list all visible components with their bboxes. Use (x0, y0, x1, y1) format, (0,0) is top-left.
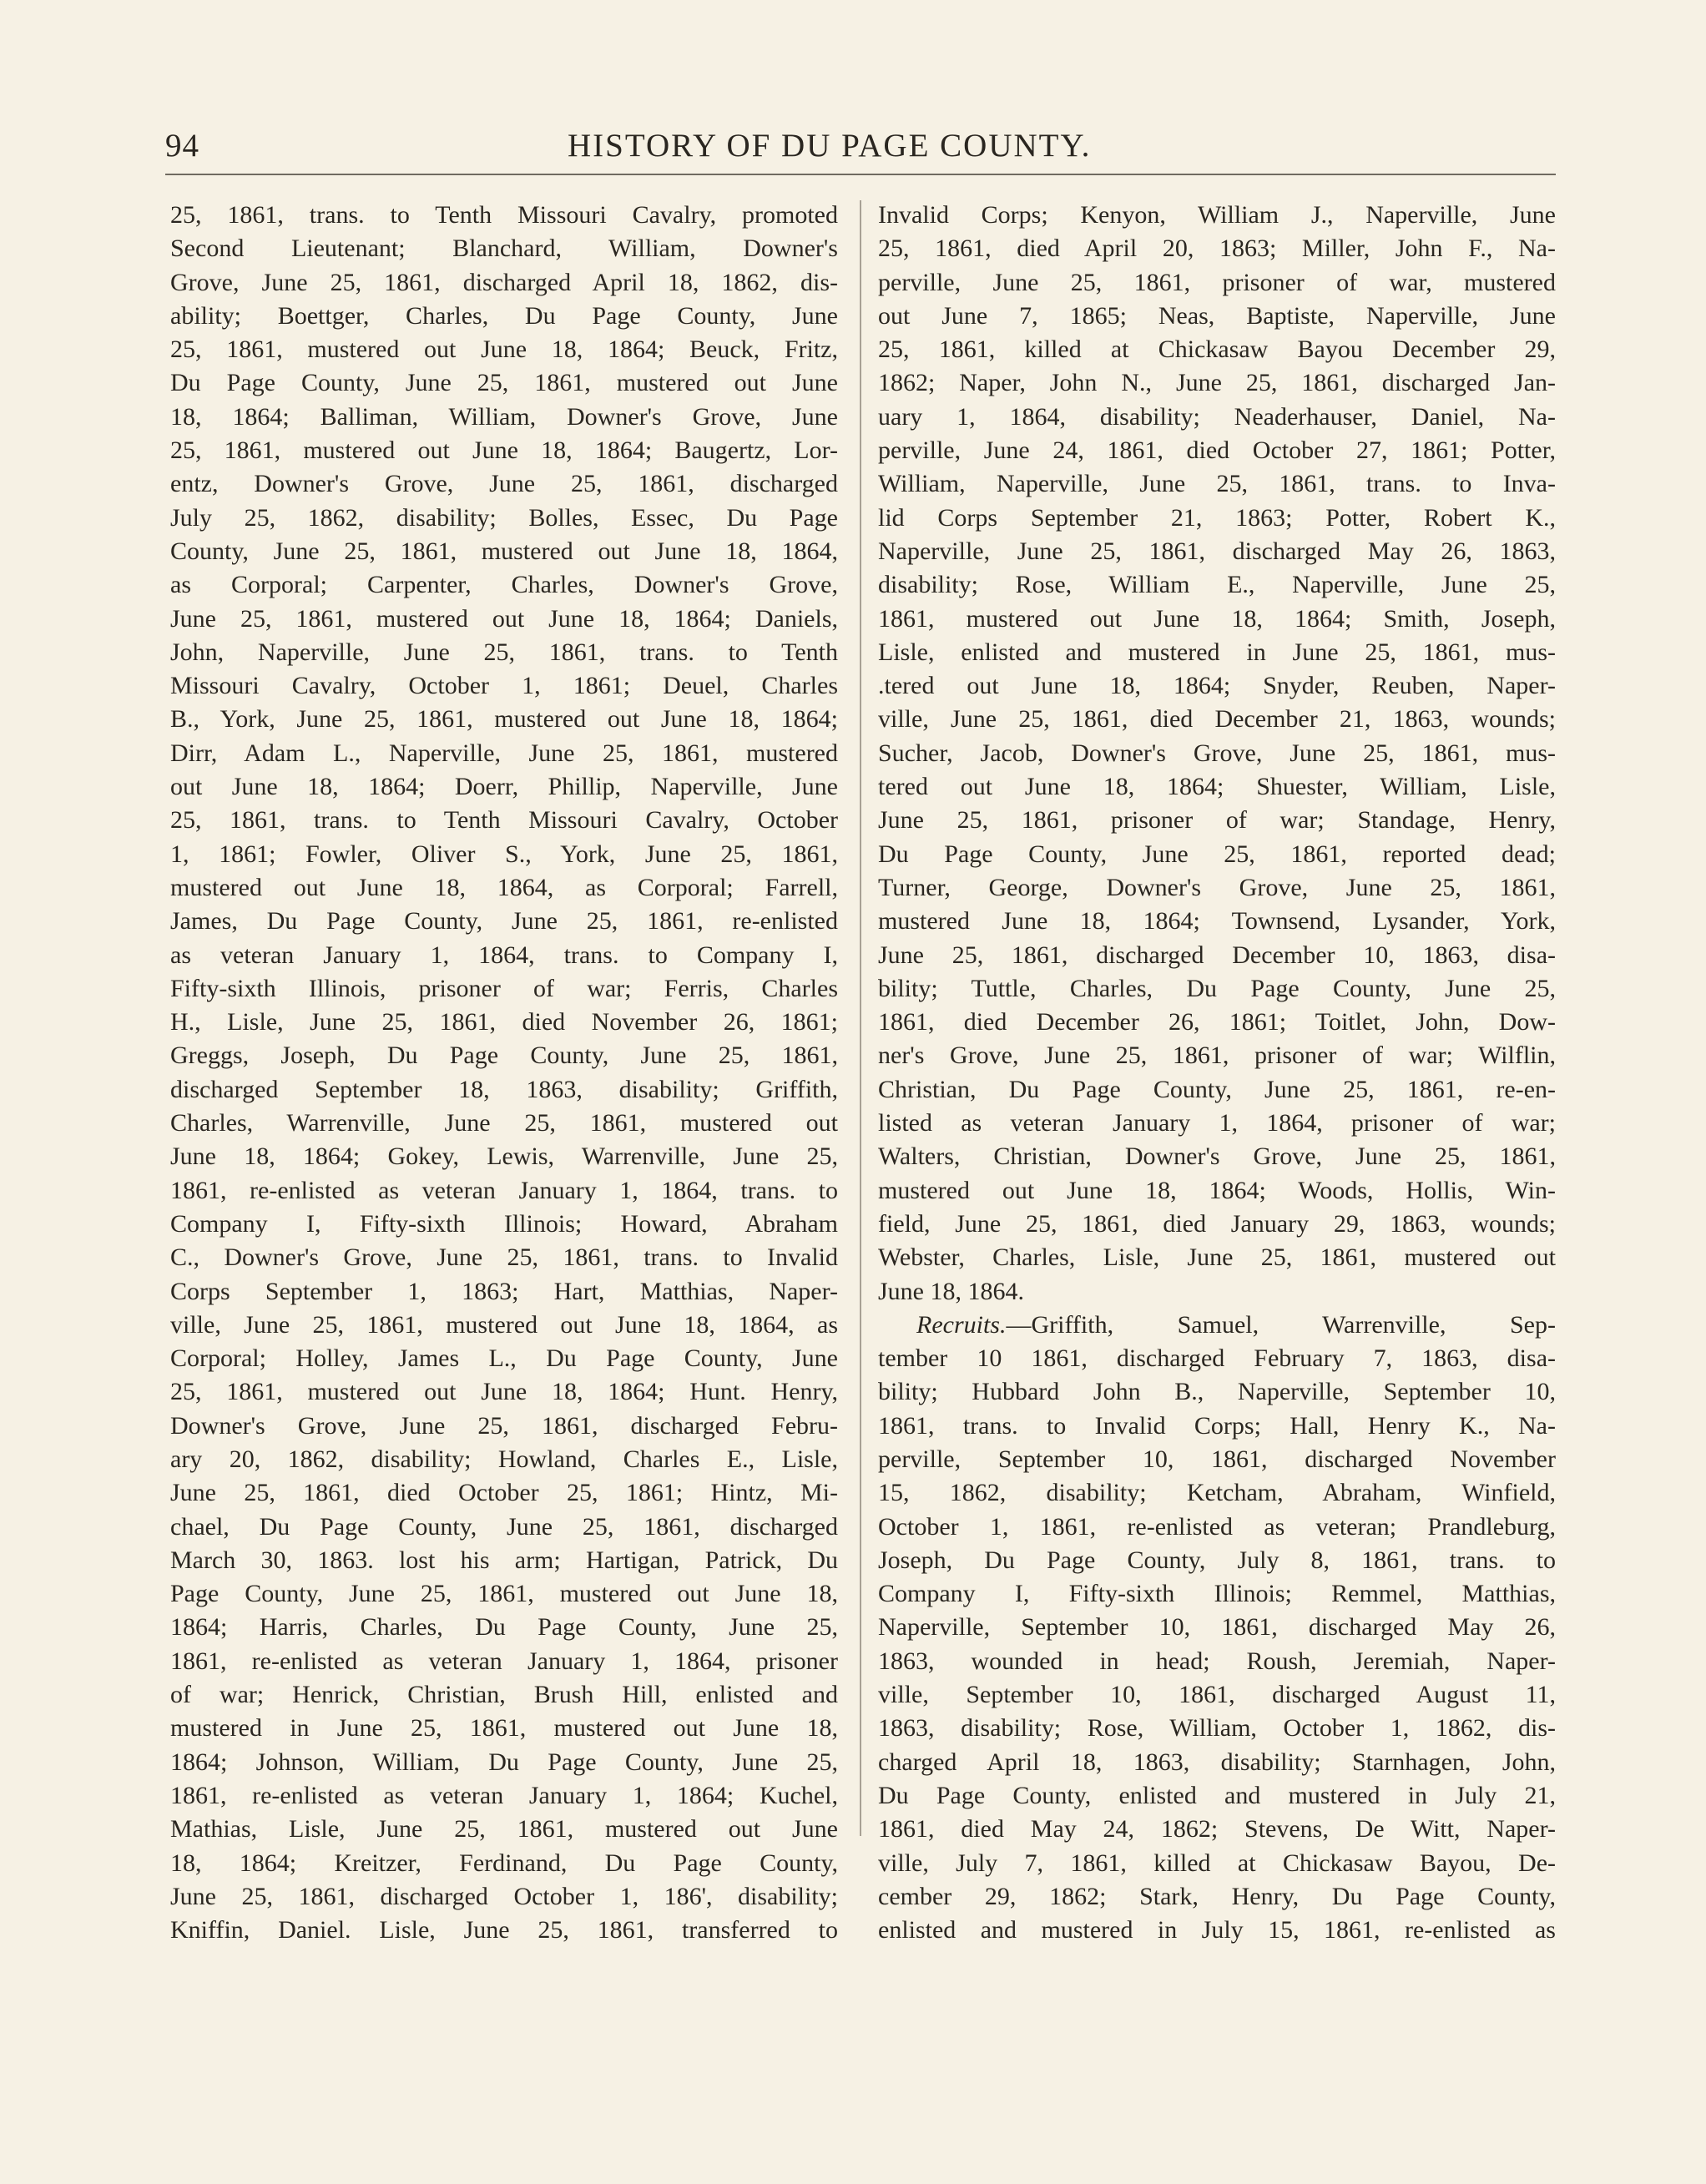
text-line: of war; Henrick, Christian, Brush Hill, enlisted and (170, 1681, 838, 1709)
text-line: B., York, June 25, 1861, mustered out June 18, 1864; (170, 705, 838, 734)
text-line: tered out June 18, 1864; Shuester, William, Lisle, (878, 773, 1556, 801)
text-line: perville, September 10, 1861, discharged November (878, 1445, 1556, 1473)
text-line: 1861, died May 24, 1862; Stevens, De Witt, Naper- (878, 1815, 1556, 1844)
text-line: 1864; Harris, Charles, Du Page County, June 25, (170, 1613, 838, 1642)
column-divider (860, 200, 861, 1836)
text-line: 25, 1861, died April 20, 1863; Miller, John F., Na- (878, 235, 1556, 263)
text-line: discharged September 18, 1863, disability; Griffith, (170, 1075, 838, 1103)
text-line: Fifty-sixth Illinois, prisoner of war; Ferris, Charles (170, 974, 838, 1002)
text-line: 1861, re-enlisted as veteran January 1, 1864, prisoner (170, 1647, 838, 1675)
text-line: uary 1, 1864, disability; Neaderhauser, Daniel, Na- (878, 402, 1556, 431)
text-line: out June 18, 1864; Doerr, Phillip, Naperville, June (170, 773, 838, 801)
text-line: 15, 1862, disability; Ketcham, Abraham, Winfield, (878, 1479, 1556, 1507)
text-line: Invalid Corps; Kenyon, William J., Naperville, June (878, 201, 1556, 229)
text-line: 25, 1861, mustered out June 18, 1864; Baugertz, Lor- (170, 436, 838, 465)
text-line: 1864; Johnson, William, Du Page County, June 25, (170, 1748, 838, 1776)
text-line: Lisle, enlisted and mustered in June 25, 1861, mus- (878, 638, 1556, 666)
text-line: Dirr, Adam L., Naperville, June 25, 1861, mustered (170, 739, 838, 767)
text-line: mustered out June 18, 1864, as Corporal; Farrell, (170, 873, 838, 901)
text-line: Du Page County, June 25, 1861, mustered out June (170, 369, 838, 397)
text-line: Corporal; Holley, James L., Du Page County, June (170, 1344, 838, 1373)
header-rule (165, 174, 1556, 175)
text-line: bility; Hubbard John B., Naperville, September 10, (878, 1378, 1556, 1406)
text-line: Page County, June 25, 1861, mustered out June 18, (170, 1580, 838, 1608)
text-line: Walters, Christian, Downer's Grove, June 25, 1861, (878, 1142, 1556, 1171)
text-line: ville, July 7, 1861, killed at Chickasaw Bayou, De- (878, 1849, 1556, 1877)
text-line: Turner, George, Downer's Grove, June 25, 1861, (878, 873, 1556, 901)
text-line: field, June 25, 1861, died January 29, 1863, wounds; (878, 1209, 1556, 1238)
text-line: entz, Downer's Grove, June 25, 1861, discharged (170, 470, 838, 498)
text-line: cember 29, 1862; Stark, Henry, Du Page County, (878, 1882, 1556, 1910)
text-line: out June 7, 1865; Neas, Baptiste, Naperville, June (878, 301, 1556, 330)
text-line: chael, Du Page County, June 25, 1861, discharged (170, 1512, 838, 1541)
text-line: Second Lieutenant; Blanchard, William, Downer's (170, 235, 838, 263)
text-line: mustered out June 18, 1864; Woods, Hollis, Win- (878, 1176, 1556, 1204)
text-line: 1862; Naper, John N., June 25, 1861, discharged Jan- (878, 369, 1556, 397)
text-line: perville, June 25, 1861, prisoner of war, mustered (878, 268, 1556, 296)
text-line: Naperville, June 25, 1861, discharged May 26, 1863, (878, 537, 1556, 565)
text-line: perville, June 24, 1861, died October 27, 1861; Potter, (878, 436, 1556, 465)
text-line: charged April 18, 1863, disability; Starnhagen, John, (878, 1748, 1556, 1776)
text-line: July 25, 1862, disability; Bolles, Essec, Du Page (170, 503, 838, 532)
text-line: ability; Boettger, Charles, Du Page County, June (170, 301, 838, 330)
recruits-first-line-text: —Griffith, Samuel, Warrenville, Sep- (1006, 1310, 1556, 1339)
text-line: March 30, 1863. lost his arm; Hartigan, Patrick, Du (170, 1546, 838, 1574)
text-line: 25, 1861, trans. to Tenth Missouri Cavalry, October (170, 806, 838, 835)
text-line: lid Corps September 21, 1863; Potter, Robert K., (878, 503, 1556, 532)
text-line: Downer's Grove, June 25, 1861, discharged Febru- (170, 1411, 838, 1440)
text-line: ner's Grove, June 25, 1861, prisoner of war; Wilflin, (878, 1042, 1556, 1070)
text-line: Company I, Fifty-sixth Illinois; Remmel, Matthias, (878, 1580, 1556, 1608)
text-line: June 25, 1861, died October 25, 1861; Hintz, Mi- (170, 1479, 838, 1507)
text-line: 25, 1861, killed at Chickasaw Bayou December 29, (878, 335, 1556, 364)
text-line: Missouri Cavalry, October 1, 1861; Deuel, Charles (170, 672, 838, 700)
recruits-label: Recruits. (916, 1310, 1007, 1339)
text-line: June 25, 1861, prisoner of war; Standage, Henry, (878, 806, 1556, 835)
text-line: H., Lisle, June 25, 1861, died November 26, 1861; (170, 1008, 838, 1037)
text-line: bility; Tuttle, Charles, Du Page County, June 25, (878, 974, 1556, 1002)
recruits-lines (878, 1342, 1556, 1947)
recruits-section (878, 1309, 1556, 1948)
text-line: June 18, 1864. (878, 1277, 1024, 1305)
text-line: C., Downer's Grove, June 25, 1861, trans. to Invalid (170, 1243, 838, 1272)
text-line: listed as veteran January 1, 1864, prisoner of war; (878, 1109, 1556, 1137)
text-line: William, Naperville, June 25, 1861, trans. to Inva- (878, 470, 1556, 498)
right-column-roster (878, 199, 1556, 1309)
text-line: tember 10 1861, discharged February 7, 1863, disa- (878, 1344, 1556, 1373)
text-line: 1863, disability; Rose, William, October 1, 1862, dis- (878, 1714, 1556, 1743)
text-line: mustered in June 25, 1861, mustered out June 18, (170, 1714, 838, 1743)
text-line: .tered out June 18, 1864; Snyder, Reuben, Naper- (878, 672, 1556, 700)
page-number: 94 (165, 128, 199, 164)
text-line: 1861, died December 26, 1861; Toitlet, John, Dow- (878, 1008, 1556, 1037)
text-line: 1861, re-enlisted as veteran January 1, 1864; Kuchel, (170, 1781, 838, 1809)
text-line: ary 20, 1862, disability; Howland, Charles E., Lisle, (170, 1445, 838, 1473)
text-line: Naperville, September 10, 1861, discharged May 26, (878, 1613, 1556, 1642)
text-line: Joseph, Du Page County, July 8, 1861, trans. to (878, 1546, 1556, 1574)
text-line: 1863, wounded in head; Roush, Jeremiah, Naper- (878, 1647, 1556, 1675)
text-line: Du Page County, June 25, 1861, reported dead; (878, 840, 1556, 868)
text-line: Corps September 1, 1863; Hart, Matthias, Naper- (170, 1277, 838, 1305)
text-line: mustered June 18, 1864; Townsend, Lysander, York, (878, 907, 1556, 936)
text-line: June 18, 1864; Gokey, Lewis, Warrenville, June 25, (170, 1142, 838, 1171)
recruits-first-line (878, 1309, 1556, 1342)
text-line: as Corporal; Carpenter, Charles, Downer's Grove, (170, 571, 838, 599)
running-head: HISTORY OF DU PAGE COUNTY. (568, 128, 1092, 164)
text-line: 25, 1861, trans. to Tenth Missouri Cavalry, promoted (170, 201, 838, 229)
text-line: 1861, trans. to Invalid Corps; Hall, Henry K., Na- (878, 1411, 1556, 1440)
text-line: 18, 1864; Balliman, William, Downer's Grove, June (170, 402, 838, 431)
text-line: enlisted and mustered in July 15, 1861, re-enlisted as (878, 1916, 1556, 1944)
text-line: James, Du Page County, June 25, 1861, re-enlisted (170, 907, 838, 936)
text-line: Mathias, Lisle, June 25, 1861, mustered out June (170, 1815, 838, 1844)
text-line: Sucher, Jacob, Downer's Grove, June 25, 1861, mus- (878, 739, 1556, 767)
text-line: ville, June 25, 1861, mustered out June 18, 1864, as (170, 1310, 838, 1339)
text-line: October 1, 1861, re-enlisted as veteran; Prandleburg, (878, 1512, 1556, 1541)
text-line: 18, 1864; Kreitzer, Ferdinand, Du Page County, (170, 1849, 838, 1877)
text-line: Greggs, Joseph, Du Page County, June 25, 1861, (170, 1042, 838, 1070)
text-line: County, June 25, 1861, mustered out June 18, 1864, (170, 537, 838, 565)
left-column (170, 199, 838, 1947)
text-line: as veteran January 1, 1864, trans. to Company I, (170, 941, 838, 969)
text-line: 25, 1861, mustered out June 18, 1864; Beuck, Fritz, (170, 335, 838, 364)
text-line: Christian, Du Page County, June 25, 1861, re-en- (878, 1075, 1556, 1103)
text-line: June 25, 1861, discharged December 10, 1863, disa- (878, 941, 1556, 969)
text-line: 25, 1861, mustered out June 18, 1864; Hunt. Henry, (170, 1378, 838, 1406)
text-line: Webster, Charles, Lisle, June 25, 1861, mustered out (878, 1243, 1556, 1272)
text-line: Company I, Fifty-sixth Illinois; Howard, Abraham (170, 1209, 838, 1238)
text-line: disability; Rose, William E., Naperville, June 25, (878, 571, 1556, 599)
text-line: June 25, 1861, discharged October 1, 186', disability; (170, 1882, 838, 1910)
text-line: Grove, June 25, 1861, discharged April 18, 1862, dis- (170, 268, 838, 296)
text-line: 1, 1861; Fowler, Oliver S., York, June 25, 1861, (170, 840, 838, 868)
text-line: ville, June 25, 1861, died December 21, 1863, wounds; (878, 705, 1556, 734)
text-line: 1861, re-enlisted as veteran January 1, 1864, trans. to (170, 1176, 838, 1204)
text-line: John, Naperville, June 25, 1861, trans. to Tenth (170, 638, 838, 666)
right-column (878, 199, 1556, 1947)
text-line: ville, September 10, 1861, discharged August 11, (878, 1681, 1556, 1709)
text-line: June 25, 1861, mustered out June 18, 1864; Daniels, (170, 604, 838, 633)
text-line: Du Page County, enlisted and mustered in July 21, (878, 1781, 1556, 1809)
text-line: Charles, Warrenville, June 25, 1861, mustered out (170, 1109, 838, 1137)
text-line: 1861, mustered out June 18, 1864; Smith, Joseph, (878, 604, 1556, 633)
text-line: Kniffin, Daniel. Lisle, June 25, 1861, transferred to (170, 1916, 838, 1944)
